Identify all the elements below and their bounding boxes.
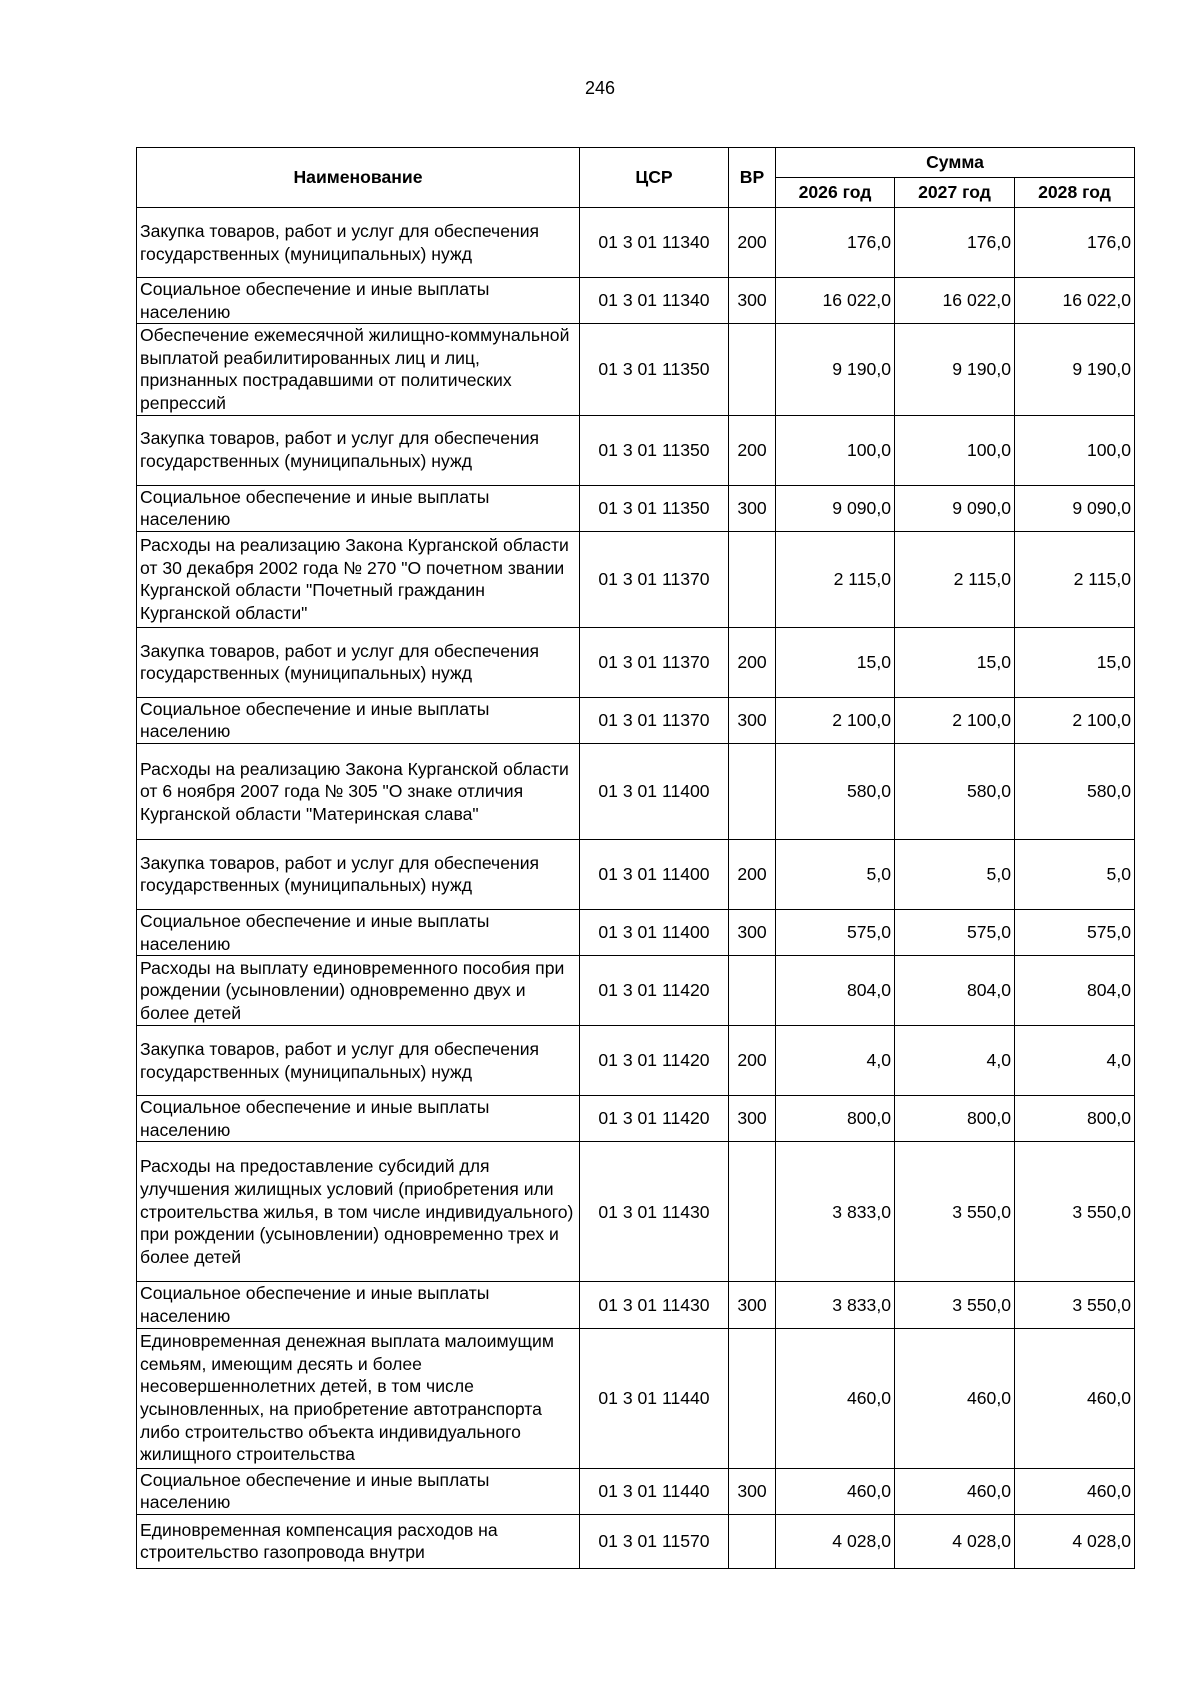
- row-name: Социальное обеспечение и иные выплаты населению: [137, 697, 580, 743]
- row-sum-2026: 2 115,0: [776, 531, 895, 627]
- row-name: Социальное обеспечение и иные выплаты населению: [137, 485, 580, 531]
- row-vr: 300: [729, 278, 776, 324]
- row-sum-2028: 2 115,0: [1015, 531, 1135, 627]
- row-sum-2026: 4 028,0: [776, 1514, 895, 1568]
- row-csr: 01 3 01 11430: [580, 1282, 729, 1328]
- row-sum-2028: 804,0: [1015, 956, 1135, 1026]
- table-header: [137, 148, 1135, 208]
- table-row: [137, 208, 1135, 278]
- row-sum-2027: 2 100,0: [895, 697, 1015, 743]
- row-sum-2028: 575,0: [1015, 909, 1135, 955]
- row-sum-2028: 800,0: [1015, 1096, 1135, 1142]
- row-csr: 01 3 01 11350: [580, 415, 729, 485]
- row-sum-2027: 575,0: [895, 909, 1015, 955]
- row-name: Социальное обеспечение и иные выплаты населению: [137, 1096, 580, 1142]
- row-name: Обеспечение ежемесячной жилищно-коммунальной выплатой реабилитированных лиц и лиц, признанных пострадавшими от политических репрессий: [137, 324, 580, 415]
- row-sum-2027: 176,0: [895, 208, 1015, 278]
- header-name: Наименование: [137, 148, 580, 208]
- row-vr: 300: [729, 1096, 776, 1142]
- row-name: Закупка товаров, работ и услуг для обеспечения государственных (муниципальных) нужд: [137, 208, 580, 278]
- row-vr: [729, 956, 776, 1026]
- row-vr: [729, 1328, 776, 1468]
- row-sum-2028: 9 190,0: [1015, 324, 1135, 415]
- row-name: Единовременная денежная выплата малоимущим семьям, имеющим десять и более несовершеннолетних детей, в том числе усыновленных, на приобретение автотранспорта либо строительство объекта индивидуального жилищного строительства: [137, 1328, 580, 1468]
- table-row: [137, 1142, 1135, 1282]
- row-sum-2026: 100,0: [776, 415, 895, 485]
- header-csr: ЦСР: [580, 148, 729, 208]
- row-sum-2026: 176,0: [776, 208, 895, 278]
- row-sum-2026: 5,0: [776, 839, 895, 909]
- row-name: Расходы на предоставление субсидий для улучшения жилищных условий (приобретения или строительства жилья, в том числе индивидуального) при рождении (усыновлении) одновременно трех и более детей: [137, 1142, 580, 1282]
- row-csr: 01 3 01 11420: [580, 1096, 729, 1142]
- header-year-2028: 2028 год: [1015, 178, 1135, 208]
- row-sum-2027: 804,0: [895, 956, 1015, 1026]
- row-sum-2028: 4 028,0: [1015, 1514, 1135, 1568]
- table-row: [137, 531, 1135, 627]
- row-sum-2027: 3 550,0: [895, 1282, 1015, 1328]
- row-name: Закупка товаров, работ и услуг для обеспечения государственных (муниципальных) нужд: [137, 415, 580, 485]
- row-sum-2028: 15,0: [1015, 627, 1135, 697]
- row-sum-2026: 4,0: [776, 1026, 895, 1096]
- table-row: [137, 956, 1135, 1026]
- row-sum-2027: 4 028,0: [895, 1514, 1015, 1568]
- row-sum-2027: 2 115,0: [895, 531, 1015, 627]
- table-body: [137, 208, 1135, 1569]
- row-sum-2026: 9 190,0: [776, 324, 895, 415]
- row-csr: 01 3 01 11370: [580, 531, 729, 627]
- row-name: Закупка товаров, работ и услуг для обеспечения государственных (муниципальных) нужд: [137, 1026, 580, 1096]
- row-sum-2028: 3 550,0: [1015, 1142, 1135, 1282]
- row-vr: 300: [729, 485, 776, 531]
- row-sum-2027: 15,0: [895, 627, 1015, 697]
- row-sum-2028: 2 100,0: [1015, 697, 1135, 743]
- row-vr: 200: [729, 839, 776, 909]
- row-sum-2028: 16 022,0: [1015, 278, 1135, 324]
- table-row: [137, 1328, 1135, 1468]
- row-sum-2026: 460,0: [776, 1468, 895, 1514]
- row-vr: 300: [729, 1282, 776, 1328]
- row-csr: 01 3 01 11340: [580, 278, 729, 324]
- row-csr: 01 3 01 11370: [580, 627, 729, 697]
- row-vr: [729, 1514, 776, 1568]
- table-row: [137, 1282, 1135, 1328]
- row-sum-2026: 3 833,0: [776, 1282, 895, 1328]
- row-sum-2027: 800,0: [895, 1096, 1015, 1142]
- row-csr: 01 3 01 11420: [580, 956, 729, 1026]
- row-csr: 01 3 01 11570: [580, 1514, 729, 1568]
- row-sum-2027: 9 190,0: [895, 324, 1015, 415]
- row-csr: 01 3 01 11340: [580, 208, 729, 278]
- row-csr: 01 3 01 11350: [580, 324, 729, 415]
- row-name: Социальное обеспечение и иные выплаты населению: [137, 1468, 580, 1514]
- row-sum-2027: 16 022,0: [895, 278, 1015, 324]
- row-name: Закупка товаров, работ и услуг для обеспечения государственных (муниципальных) нужд: [137, 627, 580, 697]
- row-sum-2027: 580,0: [895, 743, 1015, 839]
- table-row: [137, 1096, 1135, 1142]
- table-row: [137, 1026, 1135, 1096]
- row-vr: 300: [729, 697, 776, 743]
- row-csr: 01 3 01 11400: [580, 839, 729, 909]
- header-sum: Сумма: [776, 148, 1135, 178]
- row-vr: [729, 743, 776, 839]
- row-vr: 300: [729, 909, 776, 955]
- row-csr: 01 3 01 11440: [580, 1328, 729, 1468]
- row-name: Закупка товаров, работ и услуг для обеспечения государственных (муниципальных) нужд: [137, 839, 580, 909]
- table-row: [137, 1514, 1135, 1568]
- header-year-2026: 2026 год: [776, 178, 895, 208]
- row-sum-2026: 15,0: [776, 627, 895, 697]
- row-name: Единовременная компенсация расходов на строительство газопровода внутри: [137, 1514, 580, 1568]
- row-sum-2026: 9 090,0: [776, 485, 895, 531]
- row-name: Социальное обеспечение и иные выплаты населению: [137, 278, 580, 324]
- row-vr: 200: [729, 1026, 776, 1096]
- row-vr: [729, 531, 776, 627]
- row-csr: 01 3 01 11440: [580, 1468, 729, 1514]
- row-sum-2028: 3 550,0: [1015, 1282, 1135, 1328]
- row-vr: [729, 1142, 776, 1282]
- row-name: Расходы на реализацию Закона Курганской области от 6 ноября 2007 года № 305 "О знаке отличия Курганской области "Материнская слава": [137, 743, 580, 839]
- table-row: [137, 278, 1135, 324]
- row-sum-2027: 4,0: [895, 1026, 1015, 1096]
- row-name: Расходы на выплату единовременного пособия при рождении (усыновлении) одновременно двух и более детей: [137, 956, 580, 1026]
- row-sum-2026: 460,0: [776, 1328, 895, 1468]
- row-sum-2026: 800,0: [776, 1096, 895, 1142]
- header-vr: ВР: [729, 148, 776, 208]
- row-sum-2027: 100,0: [895, 415, 1015, 485]
- row-vr: 200: [729, 415, 776, 485]
- row-sum-2028: 580,0: [1015, 743, 1135, 839]
- table-row: [137, 485, 1135, 531]
- row-csr: 01 3 01 11400: [580, 743, 729, 839]
- row-sum-2026: 575,0: [776, 909, 895, 955]
- budget-table: [136, 147, 1135, 1569]
- row-sum-2028: 4,0: [1015, 1026, 1135, 1096]
- row-csr: 01 3 01 11400: [580, 909, 729, 955]
- row-sum-2027: 460,0: [895, 1328, 1015, 1468]
- row-sum-2028: 100,0: [1015, 415, 1135, 485]
- row-vr: [729, 324, 776, 415]
- table-row: [137, 415, 1135, 485]
- row-sum-2026: 580,0: [776, 743, 895, 839]
- row-sum-2026: 2 100,0: [776, 697, 895, 743]
- row-sum-2027: 3 550,0: [895, 1142, 1015, 1282]
- row-sum-2028: 460,0: [1015, 1468, 1135, 1514]
- row-csr: 01 3 01 11350: [580, 485, 729, 531]
- table-row: [137, 909, 1135, 955]
- row-sum-2028: 9 090,0: [1015, 485, 1135, 531]
- row-sum-2027: 460,0: [895, 1468, 1015, 1514]
- row-sum-2027: 9 090,0: [895, 485, 1015, 531]
- table-row: [137, 627, 1135, 697]
- table-row: [137, 839, 1135, 909]
- header-year-2027: 2027 год: [895, 178, 1015, 208]
- row-vr: 300: [729, 1468, 776, 1514]
- row-name: Расходы на реализацию Закона Курганской области от 30 декабря 2002 года № 270 "О почетном звании Курганской области "Почетный гражданин Курганской области": [137, 531, 580, 627]
- row-sum-2028: 460,0: [1015, 1328, 1135, 1468]
- row-sum-2026: 3 833,0: [776, 1142, 895, 1282]
- table-row: [137, 1468, 1135, 1514]
- row-sum-2027: 5,0: [895, 839, 1015, 909]
- row-vr: 200: [729, 208, 776, 278]
- page-number: 246: [584, 78, 616, 98]
- row-sum-2028: 176,0: [1015, 208, 1135, 278]
- row-csr: 01 3 01 11420: [580, 1026, 729, 1096]
- table-row: [137, 743, 1135, 839]
- row-name: Социальное обеспечение и иные выплаты населению: [137, 1282, 580, 1328]
- row-sum-2028: 5,0: [1015, 839, 1135, 909]
- row-sum-2026: 16 022,0: [776, 278, 895, 324]
- table-row: [137, 697, 1135, 743]
- row-vr: 200: [729, 627, 776, 697]
- row-sum-2026: 804,0: [776, 956, 895, 1026]
- table-row: [137, 324, 1135, 415]
- row-name: Социальное обеспечение и иные выплаты населению: [137, 909, 580, 955]
- row-csr: 01 3 01 11370: [580, 697, 729, 743]
- row-csr: 01 3 01 11430: [580, 1142, 729, 1282]
